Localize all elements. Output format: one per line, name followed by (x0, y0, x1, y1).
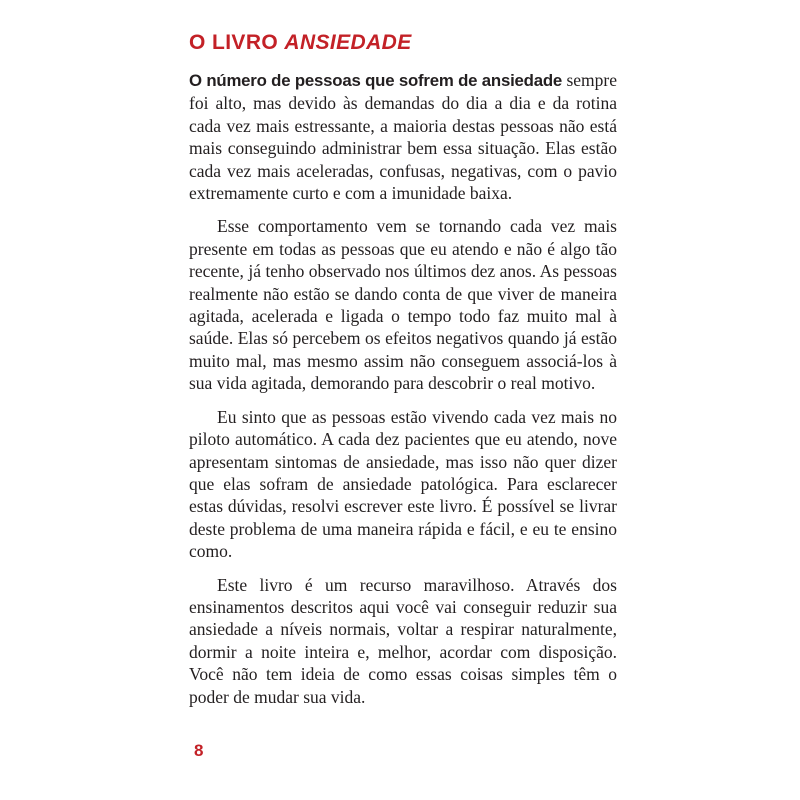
lead-paragraph (189, 69, 617, 204)
lead-paragraph-rest: sempre foi alto, mas devido às demandas do dia a dia e da rotina cada vez mais estressante, a maioria destas pessoas não está mais conseguindo administrar bem essa situação. Elas estão cada vez mais aceleradas, confusas, negativas, com o pavio extremamente curto e com a imunidade baixa. (189, 70, 617, 204)
body-paragraph: Este livro é um recurso maravilhoso. Através dos ensinamentos descritos aqui você vai conseguir reduzir sua ansiedade a níveis normais, voltar a respirar naturalmente, dormir a noite inteira e, melhor, acordar com disposição. Você não tem ideia de como essas coisas simples têm o poder de mudar sua vida. (189, 574, 617, 707)
page-number: 8 (194, 741, 204, 760)
page-title-emphasis: ANSIEDADE (284, 31, 412, 54)
lead-paragraph-bold: O número de pessoas que sofrem de ansiedade (189, 71, 563, 90)
page-title-prefix: O LIVRO (189, 31, 285, 54)
page-title (189, 31, 617, 55)
body-paragraph: Esse comportamento vem se tornando cada vez mais presente em todas as pessoas que eu atendo e não é algo tão recente, já tenho observado nos últimos dez anos. As pessoas realmente não estão se dando conta de que viver de maneira agitada, acelerada e ligada o tempo todo faz muito mal à saúde. Elas só percebem os efeitos negativos quando já estão muito mal, mas mesmo assim não conseguem associá-los à sua vida agitada, demorando para descobrir o real motivo. (189, 216, 617, 394)
text-block (189, 31, 617, 719)
body-paragraph: Eu sinto que as pessoas estão vivendo cada vez mais no piloto automático. A cada dez pacientes que eu atendo, nove apresentam sintomas de ansiedade, mas isso não quer dizer que elas sofram de ansiedade patológica. Para esclarecer estas dúvidas, resolvi escrever este livro. É possível se livrar deste problema de uma maneira rápida e fácil, e eu te ensino como. (189, 406, 617, 562)
